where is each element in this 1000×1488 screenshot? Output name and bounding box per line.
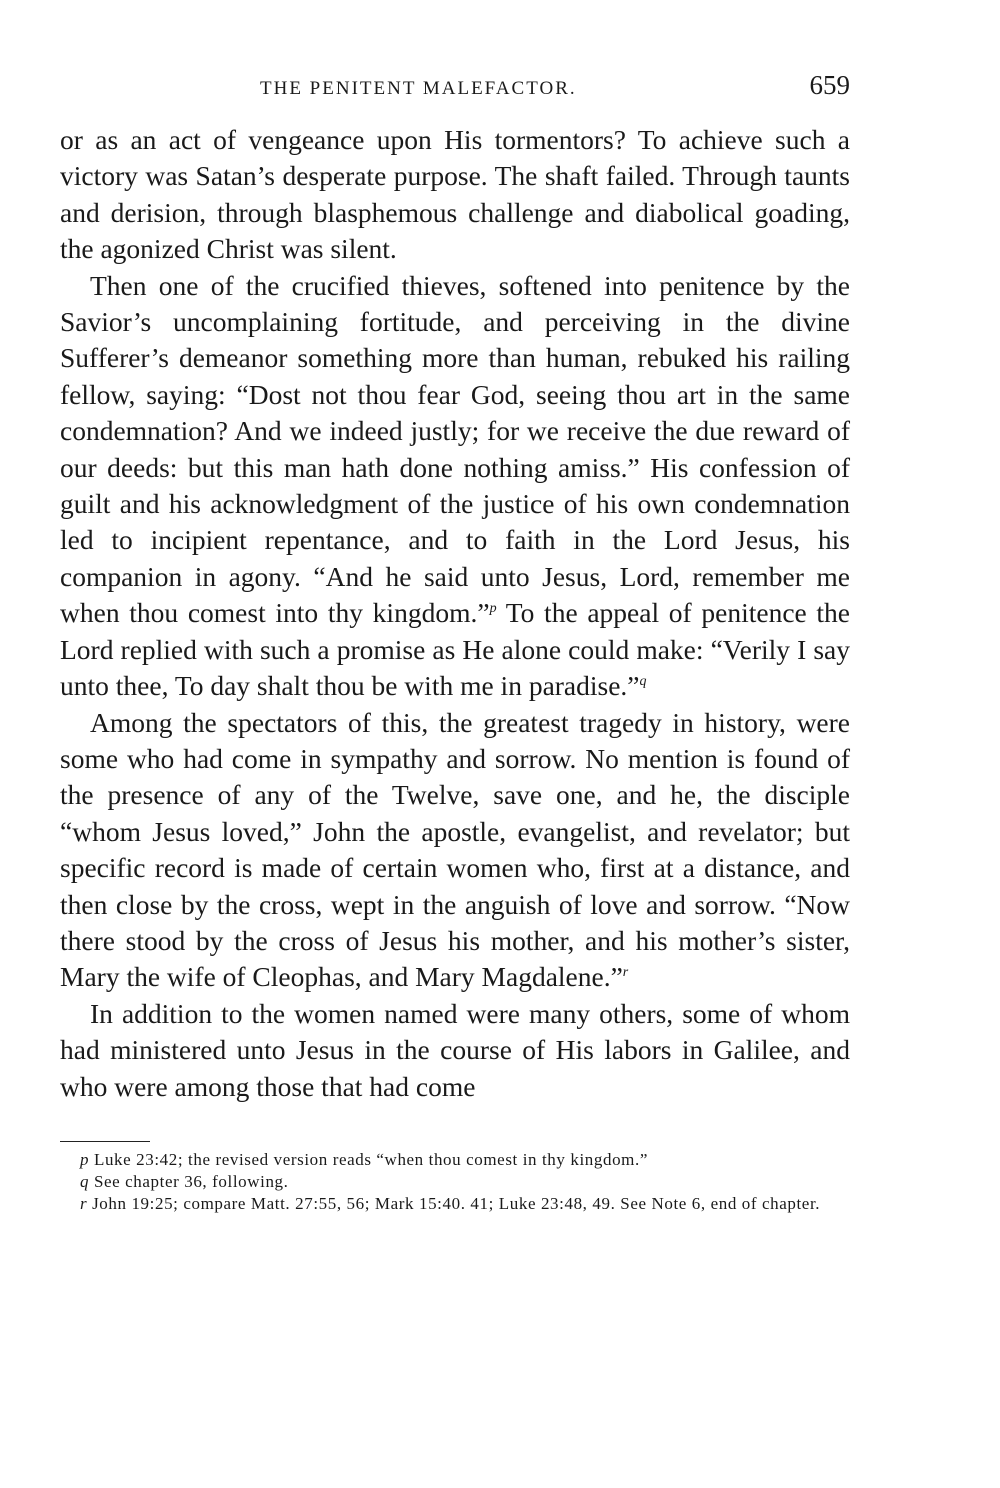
page-number: 659 — [809, 70, 850, 100]
footnote-mark: r — [80, 1193, 88, 1213]
footnote-ref-r[interactable]: r — [622, 965, 629, 981]
footnotes — [60, 1150, 850, 1213]
footnote-q: q See chapter 36, following. — [80, 1171, 289, 1191]
paragraph-4: In addition to the women named were many others, some of whom had ministered unto Jesus in the course of His labors in Galilee, and who were among those that had come — [60, 997, 850, 1102]
paragraph-2: Then one of the crucified thieves, softened into penitence by the Savior’s uncomplaining fortitude, and perceiving in the divine Sufferer’s demeanor something more than human, rebuked his railing fellow, saying: “Dost not thou fear God, seeing thou art in the same condemnation? And we indeed justly; for we receive the due reward of our deeds: but this man hath done nothing amiss.” His confession of guilt and his acknowledgment of the justice of his own condemnation led to incipient repentance, and to faith in the Lord Jesus, his companion in agony. “And he said unto Jesus, Lord, remember me when thou comest into thy kingdom.”$^p$ To the appeal of penitence the Lord replied with such a promise as He alone could make: “Verily I say unto thee, To day shalt thou be with me in paradise.”$^q$ — [60, 269, 851, 702]
footnote-mark: q — [80, 1171, 90, 1191]
paragraph-1: or as an act of vengeance upon His tormentors? To achieve such a victory was Satan’s desperate purpose. The shaft failed. Through taunts and derision, through blasphemous challenge and diabolical goading, the agonized Christ was silent. — [60, 124, 850, 265]
footnote-r: r John 19:25; compare Matt. 27:55, 56; Mark 15:40. 41; Luke 23:48, 49. See Note 6, end of chapter. — [80, 1193, 821, 1213]
paragraph-3: Among the spectators of this, the greatest tragedy in history, were some who had come in sympathy and sorrow. No mention is found of the presence of any of the Twelve, save one, and he, the disciple “whom Jesus loved,” John the apostle, evangelist, and revelator; but specific record is made of certain women who, first at a distance, and then close by the cross, wept in the anguish of love and sorrow. “Now there stood by the cross of Jesus his mother, and his mother’s sister, Mary the wife of Cleophas, and Mary Magdalene.”$^r$ — [60, 706, 850, 993]
footnote-p: p Luke 23:42; the revised version reads “when thou comest in thy kingdom.” — [80, 1149, 648, 1169]
running-title: THE PENITENT MALEFACTOR. — [260, 78, 577, 99]
footnote-mark: p — [80, 1149, 90, 1169]
footnote-ref-p[interactable]: p — [489, 601, 497, 617]
footnote-divider — [60, 1141, 150, 1142]
book-page — [60, 70, 850, 1216]
footnote-ref-q[interactable]: q — [639, 673, 647, 689]
running-header — [60, 70, 850, 106]
